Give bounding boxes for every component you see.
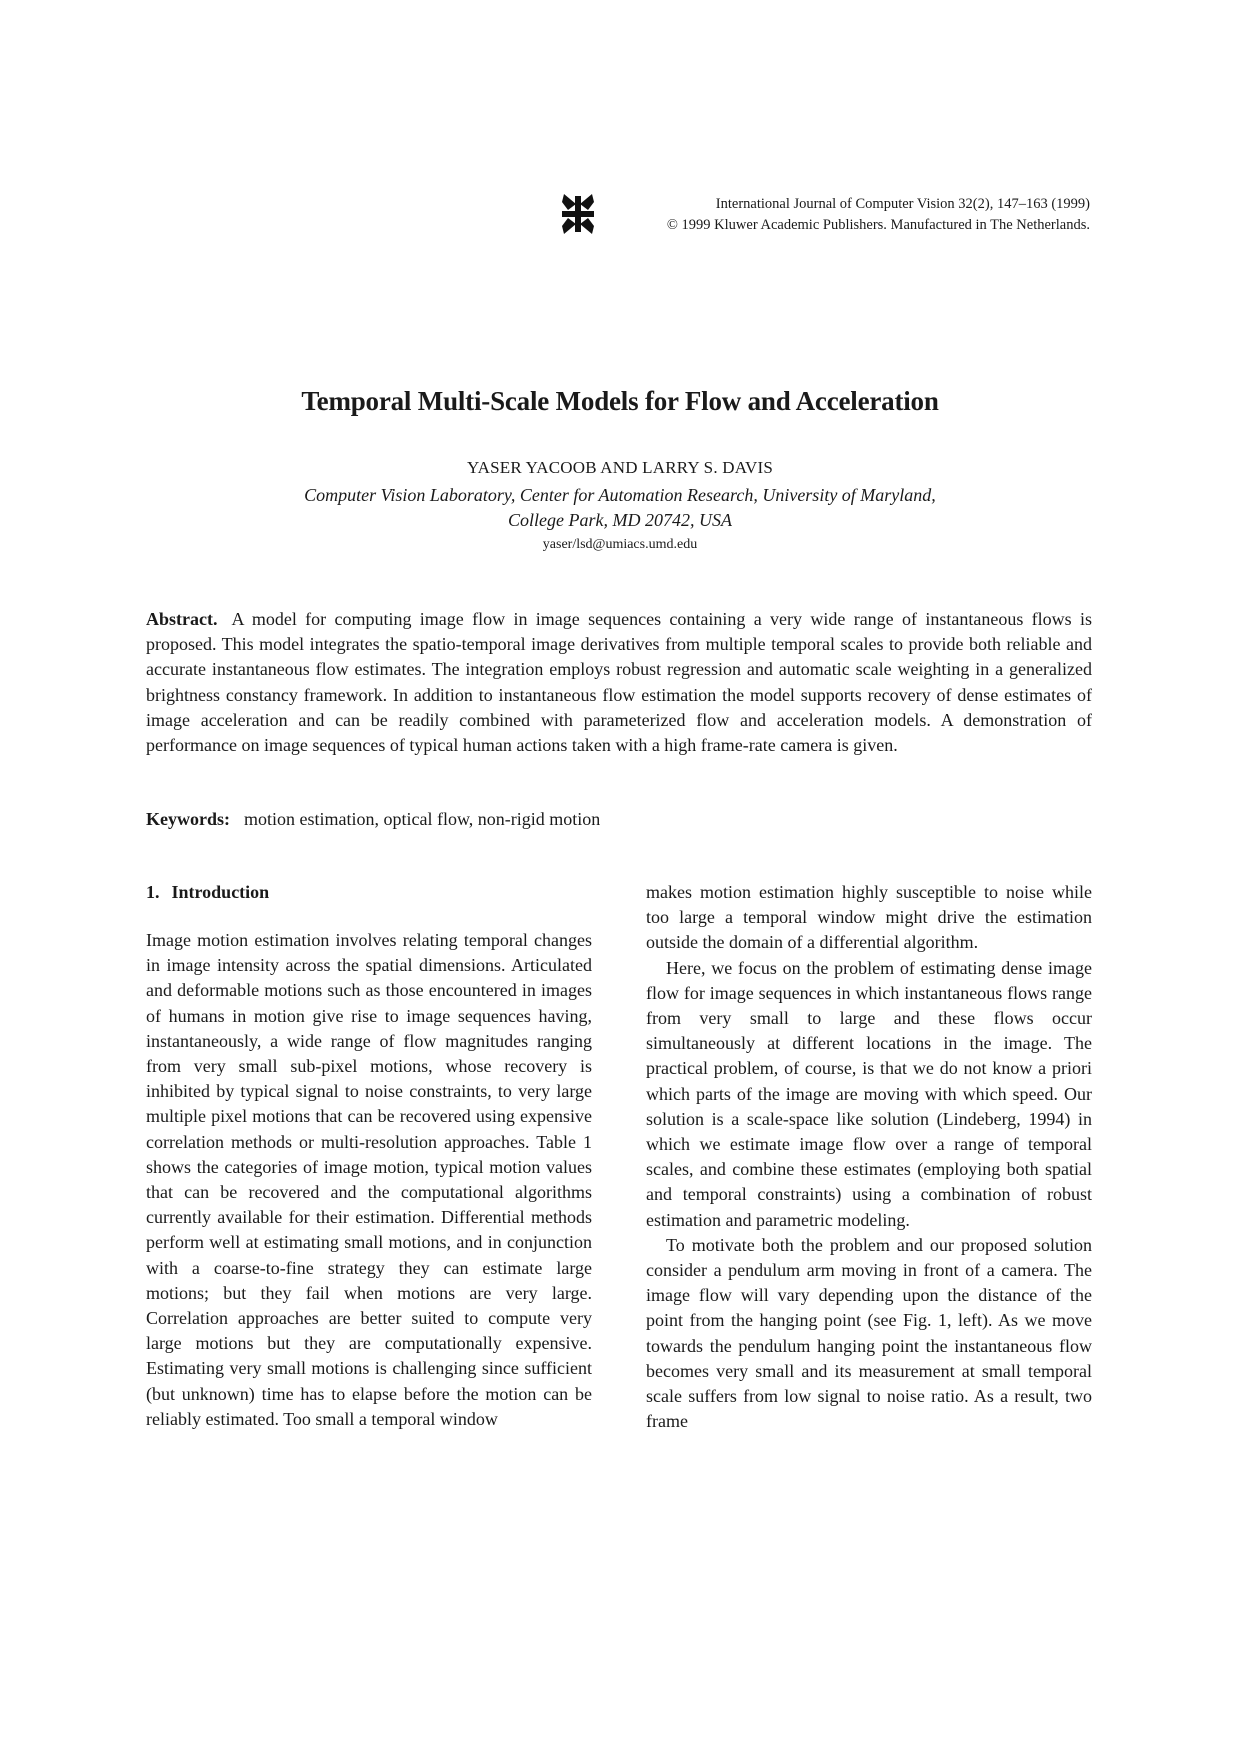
left-column	[146, 880, 592, 1432]
keywords-text: motion estimation, optical flow, non-rigid motion	[244, 809, 601, 829]
keywords	[146, 807, 1092, 832]
authors: YASER YACOOB AND LARRY S. DAVIS	[467, 458, 773, 477]
affiliation	[0, 483, 1240, 533]
section-title: Introduction	[171, 882, 270, 902]
body-paragraph: makes motion estimation highly susceptible to noise while too large a temporal window might drive the estimation outside the domain of a differential algorithm.	[646, 882, 1092, 953]
abstract-label: Abstract.	[146, 609, 218, 629]
body-paragraph: To motivate both the problem and our proposed solution consider a pendulum arm moving in front of a camera. The image flow will vary depending upon the distance of the point from the hanging point (see Fig. 1, left). As we move towards the pendulum hanging point the instantaneous flow becomes very small and its measurement at small temporal scale suffers from low signal to noise ratio. As a result, two frame	[646, 1234, 1092, 1432]
copyright-notice: © 1999 Kluwer Academic Publishers. Manufactured in The Netherlands.	[666, 217, 1090, 233]
right-column	[646, 880, 1092, 1434]
keywords-label: Keywords:	[146, 809, 230, 829]
section-number: 1.	[146, 882, 160, 902]
author-email: yaser/lsd@umiacs.umd.edu	[542, 537, 698, 552]
affiliation-line-2: College Park, MD 20742, USA	[508, 510, 732, 530]
body-paragraph: Here, we focus on the problem of estimating dense image flow for image sequences in which instantaneous flows range from very small to large and these flows occur simultaneously at different locations in the image. The practical problem, of course, is that we do not know a priori which parts of the image are moving with which speed. Our solution is a scale-space like solution (Lindeberg, 1994) in which we estimate image flow over a range of temporal scales, and combine these estimates (employing both spatial and temporal constraints) using a combination of robust estimation and parametric modeling.	[646, 957, 1092, 1230]
paper-title: Temporal Multi-Scale Models for Flow and Acceleration	[301, 386, 939, 416]
abstract-text: A model for computing image flow in image sequences containing a very wide range of instantaneous flows is proposed. This model integrates the spatio-temporal image derivatives from multiple temporal scales to provide both reliable and accurate instantaneous flow estimates. The integration employs robust regression and automatic scale weighting in a generalized brightness constancy framework. In addition to instantaneous flow estimation the model supports recovery of dense estimates of image acceleration and can be readily combined with parameterized flow and acceleration models. A demonstration of performance on image sequences of typical human actions taken with a high frame-rate camera is given.	[146, 609, 1092, 756]
kluwer-logo-icon	[560, 192, 596, 236]
body-paragraph: Image motion estimation involves relating temporal changes in image intensity across the spatial dimensions. Articulated and deformable motions such as those encountered in images of humans in motion give rise to image sequences having, instantaneously, a wide range of flow magnitudes ranging from very small sub-pixel motions, whose recovery is inhibited by typical signal to noise constraints, to very large multiple pixel motions that can be recovered using expensive correlation methods or multi-resolution approaches. Table 1 shows the categories of image motion, typical motion values that can be recovered and the computational algorithms currently available for their estimation. Differential methods perform well at estimating small motions, and in conjunction with a coarse-to-fine strategy they can estimate large motions; but they fail when motions are very large. Correlation approaches are better suited to compute very large motions but they are computationally expensive. Estimating very small motions is challenging since sufficient (but unknown) time has to elapse before the motion can be reliably estimated. Too small a temporal window	[146, 930, 592, 1429]
abstract	[146, 607, 1092, 758]
header-text	[667, 194, 1090, 236]
journal-citation: International Journal of Computer Vision 32(2), 147–163 (1999)	[715, 196, 1090, 212]
section-heading	[146, 880, 592, 905]
journal-header	[560, 192, 1090, 238]
affiliation-line-1: Computer Vision Laboratory, Center for Automation Research, University of Maryland,	[304, 485, 936, 505]
